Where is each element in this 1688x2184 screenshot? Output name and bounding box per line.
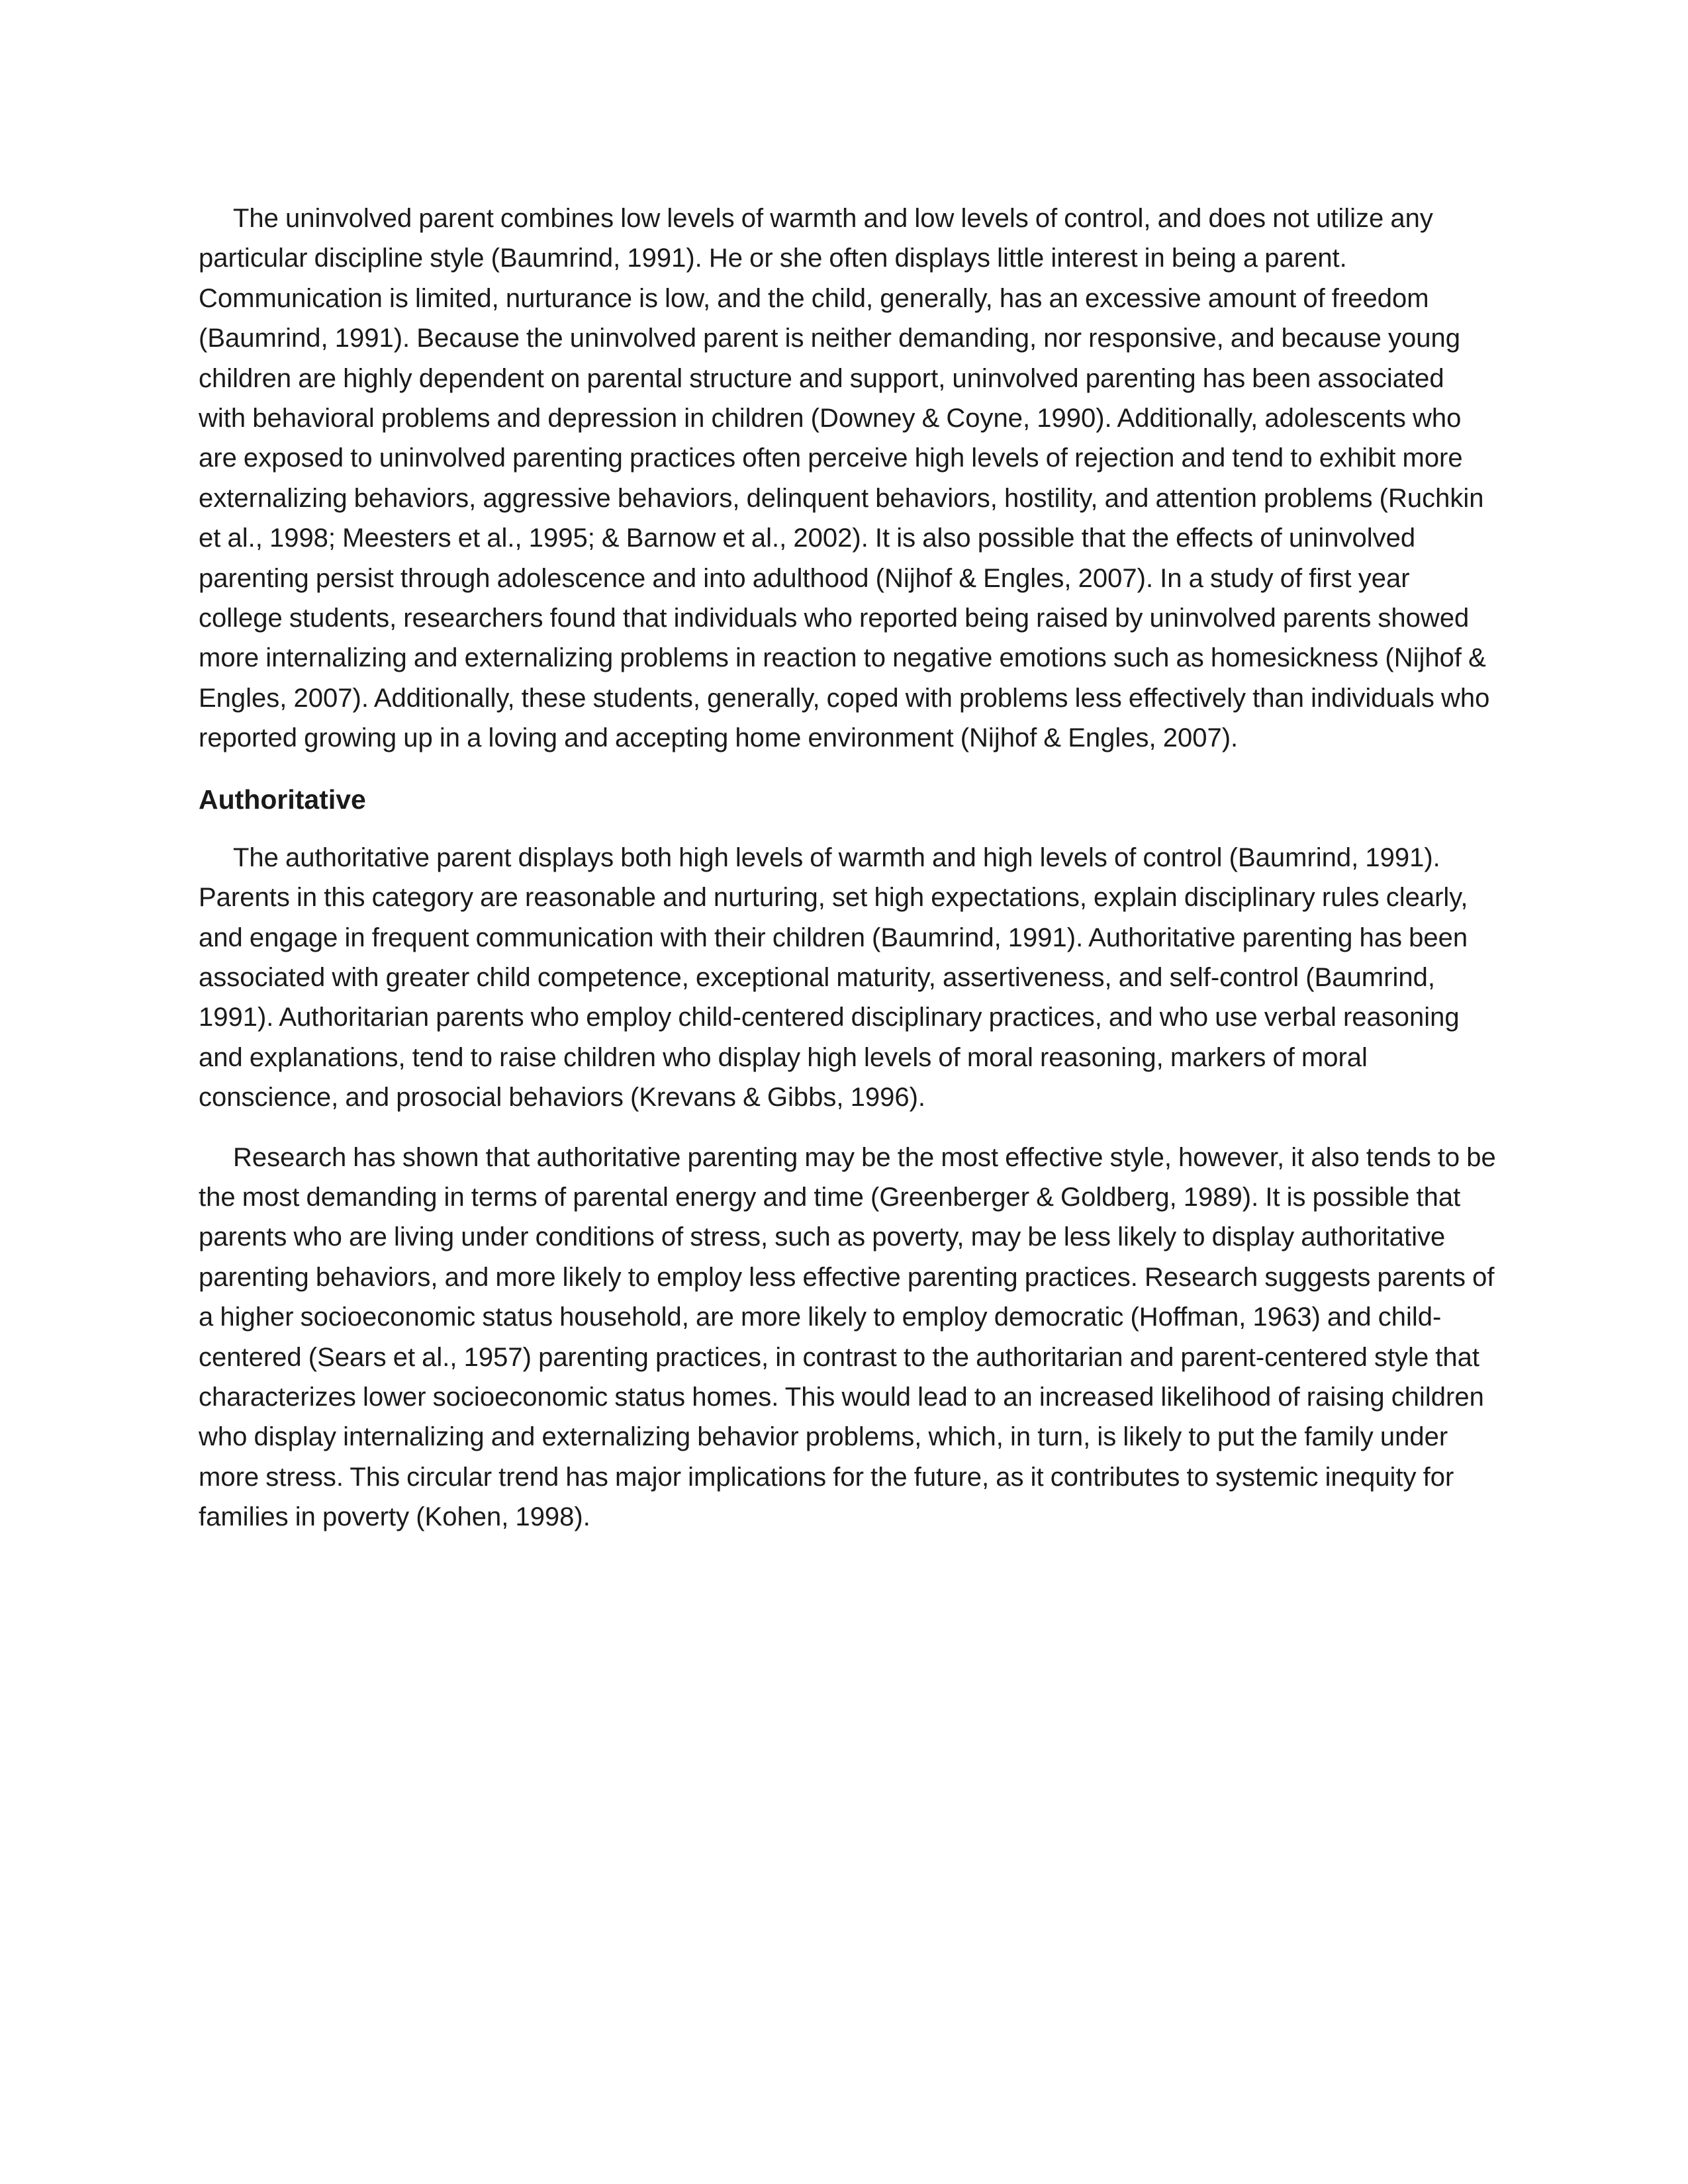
paragraph-authoritative-research: Research has shown that authoritative parenting may be the most effective style, however, it also tends to be the most demanding in terms of parental energy and time (Greenberger & Goldberg, 1989). It is possible that parents who are living under conditions of stress, such as poverty, may be less likely to display authoritative parenting behaviors, and more likely to employ less effective parenting practices. Research suggests parents of a higher socioeconomic status household, are more likely to employ democratic (Hoffman, 1963) and child-centered (Sears et al., 1957) parenting practices, in contrast to the authoritarian and parent-centered style that characterizes lower socioeconomic status homes. This would lead to an increased likelihood of raising children who display internalizing and externalizing behavior problems, which, in turn, is likely to put the family under more stress. This circular trend has major implications for the future, as it contributes to systemic inequity for families in poverty (Kohen, 1998).: [199, 1142, 1496, 1532]
paragraph-uninvolved-parent: The uninvolved parent combines low levels of warmth and low levels of control, and does not utilize any particular discipline style (Baumrind, 1991). He or she often displays little interest in being a parent. Communication is limited, nurturance is low, and the child, generally, has an excessive amount of freedom (Baumrind, 1991). Because the uninvolved parent is neither demanding, nor responsive, and because young children are highly dependent on parental structure and support, uninvolved parenting has been associated with behavioral problems and depression in children (Downey & Coyne, 1990). Additionally, adolescents who are exposed to uninvolved parenting practices often perceive high levels of rejection and tend to exhibit more externalizing behaviors, aggressive behaviors, delinquent behaviors, hostility, and attention problems (Ruchkin et al., 1998; Meesters et al., 1995; & Barnow et al., 2002). It is also possible that the effects of uninvolved parenting persist through adolescence and into adulthood (Nijhof & Engles, 2007). In a study of first year college students, researchers found that individuals who reported being raised by uninvolved parents showed more internalizing and externalizing problems in reaction to negative emotions such as homesickness (Nijhof & Engles, 2007). Additionally, these students, generally, coped with problems less effectively than individuals who reported growing up in a loving and accepting home environment (Nijhof & Engles, 2007).: [199, 204, 1490, 753]
paragraph-authoritative-parent: The authoritative parent displays both high levels of warmth and high levels of control (Baumrind, 1991). Parents in this category are reasonable and nurturing, set high expectations, explain disciplinary rules clearly, and engage in frequent communication with their children (Baumrind, 1991). Authoritative parenting has been associated with greater child competence, exceptional maturity, assertiveness, and self-control (Baumrind, 1991). Authoritarian parents who employ child-centered disciplinary practices, and who use verbal reasoning and explanations, tend to raise children who display high levels of moral reasoning, markers of moral conscience, and prosocial behaviors (Krevans & Gibbs, 1996).: [199, 842, 1468, 1113]
document-body: [199, 199, 1496, 1557]
section-heading-authoritative: Authoritative: [199, 784, 366, 815]
